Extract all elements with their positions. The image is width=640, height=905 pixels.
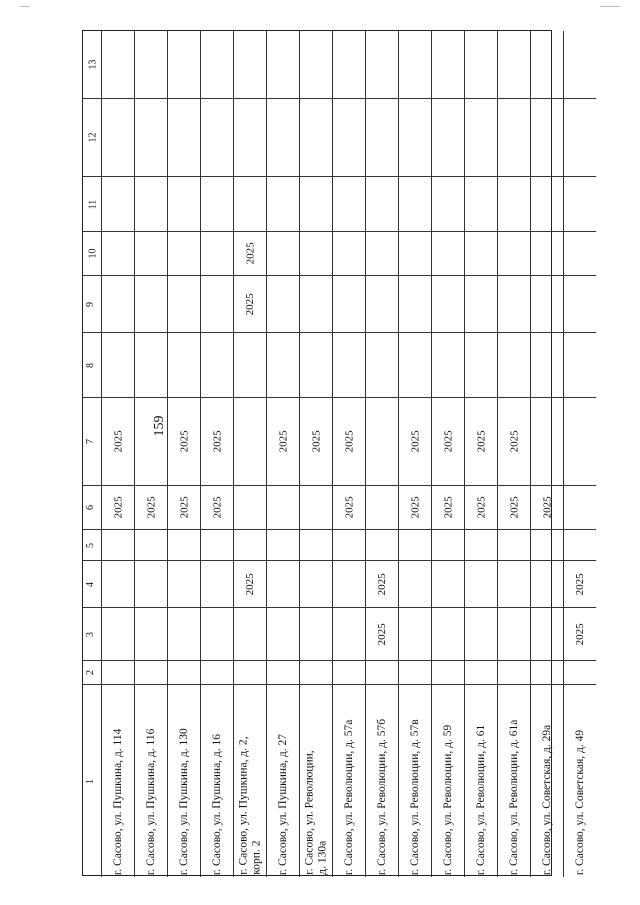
year-cell [398,332,431,397]
year-cell [431,529,464,560]
year-cell [530,560,563,607]
year-cell [398,560,431,607]
year-cell [464,397,497,485]
year-cell [101,31,134,98]
header-cell [83,275,101,332]
year-value: 2025 [211,496,224,519]
year-cell [200,485,233,529]
year-cell [398,485,431,529]
year-cell [530,397,563,485]
year-cell [530,660,563,684]
year-cell [365,332,398,397]
year-cell [200,31,233,98]
year-cell [200,176,233,231]
year-cell [431,31,464,98]
year-cell [431,485,464,529]
year-cell [332,660,365,684]
year-cell [497,560,530,607]
year-cell [233,485,266,529]
year-cell [200,98,233,176]
year-value: 2025 [112,430,125,453]
address-cell [299,684,332,877]
page-number: 159 [152,415,167,437]
header-cell [83,176,101,231]
year-cell [101,275,134,332]
year-cell [167,332,200,397]
year-cell [365,98,398,176]
year-cell [365,176,398,231]
year-cell [332,275,365,332]
year-cell [167,397,200,485]
year-cell [431,660,464,684]
year-value: 2025 [409,430,422,453]
year-cell [464,485,497,529]
year-cell [167,607,200,660]
header-label: 9 [85,301,96,307]
address-cell [266,684,299,877]
address-text: г. Сасово, ул. Революции, д. 57в [408,718,421,875]
year-cell [134,485,167,529]
year-cell [563,607,596,660]
header-cell [83,560,101,607]
year-cell [299,607,332,660]
year-cell [101,397,134,485]
year-value: 2025 [145,496,158,519]
year-cell [431,607,464,660]
year-value: 2025 [409,496,422,519]
year-cell [563,31,596,98]
address-cell [464,684,497,877]
year-cell [464,529,497,560]
header-label: 3 [85,631,96,637]
header-label: 7 [85,439,96,444]
year-cell [464,31,497,98]
year-cell [431,176,464,231]
address-cell [134,684,167,877]
year-cell [398,660,431,684]
address-cell [530,684,563,877]
year-cell [563,529,596,560]
year-value: 2025 [475,496,488,519]
year-cell [299,332,332,397]
year-cell [233,660,266,684]
header-cell [83,31,101,98]
year-cell [464,660,497,684]
year-cell [497,231,530,275]
year-cell [332,560,365,607]
year-cell [332,332,365,397]
year-cell [266,332,299,397]
year-cell [134,275,167,332]
header-cell [83,231,101,275]
header-cell [83,529,101,560]
year-cell [299,529,332,560]
year-cell [530,231,563,275]
address-cell [398,684,431,877]
year-cell [563,275,596,332]
header-label: 12 [87,132,99,143]
year-value: 2025 [244,572,257,595]
year-cell [200,231,233,275]
year-cell [332,31,365,98]
header-label: 1 [85,778,96,784]
year-cell [200,560,233,607]
year-cell [167,231,200,275]
year-value: 2025 [442,430,455,453]
year-cell [332,98,365,176]
year-cell [233,560,266,607]
year-cell [332,176,365,231]
year-cell [299,485,332,529]
year-cell [464,560,497,607]
year-cell [332,231,365,275]
year-cell [464,176,497,231]
header-cell [83,98,101,176]
year-cell [167,485,200,529]
data-table [82,30,587,876]
year-cell [332,529,365,560]
year-cell [134,176,167,231]
year-cell [431,397,464,485]
year-value: 2025 [310,430,323,453]
year-cell [101,560,134,607]
header-label: 4 [85,581,96,587]
address-text: г. Сасово, ул. Пушкина, д. 2, корп. 2 [237,735,263,875]
year-value: 2025 [211,430,224,453]
header-cell [83,485,101,529]
header-cell [83,332,101,397]
year-cell [134,660,167,684]
year-cell [431,98,464,176]
year-cell [563,332,596,397]
year-cell [134,529,167,560]
year-cell [431,231,464,275]
year-cell [398,98,431,176]
year-cell [497,98,530,176]
year-cell [398,275,431,332]
year-cell [134,332,167,397]
year-cell [398,397,431,485]
year-cell [497,485,530,529]
year-cell [167,98,200,176]
year-cell [497,176,530,231]
year-value: 2025 [343,496,356,519]
address-text: г. Сасово, ул. Пушкина, д. 116 [144,728,157,875]
scan-mark [600,6,620,7]
header-label: 2 [85,670,96,675]
year-cell [167,529,200,560]
year-cell [134,98,167,176]
year-cell [563,397,596,485]
year-cell [101,529,134,560]
year-cell [266,529,299,560]
year-cell [101,607,134,660]
header-cell [83,607,101,660]
year-cell [266,231,299,275]
year-cell [233,231,266,275]
address-text: г. Сасово, ул. Пушкина, д. 16 [210,733,223,875]
year-cell [464,607,497,660]
year-cell [398,176,431,231]
year-cell [233,332,266,397]
year-cell [365,275,398,332]
year-cell [497,31,530,98]
year-cell [530,176,563,231]
year-cell [200,607,233,660]
year-cell [299,31,332,98]
header-label: 13 [87,59,99,69]
year-cell [497,529,530,560]
address-cell [497,684,530,877]
year-cell [266,607,299,660]
year-value: 2025 [574,572,587,595]
address-text: г. Сасово, ул. Советская, д. 49 [573,729,586,875]
year-value: 2025 [475,430,488,453]
year-cell [299,231,332,275]
address-cell [167,684,200,877]
year-cell [200,397,233,485]
year-cell [365,397,398,485]
year-cell [101,231,134,275]
address-cell [365,684,398,877]
year-cell [167,560,200,607]
year-cell [101,332,134,397]
year-cell [563,98,596,176]
year-cell [299,176,332,231]
year-cell [266,98,299,176]
year-cell [167,176,200,231]
year-value: 2025 [574,622,587,645]
address-text: г. Сасово, ул. Революции, д. 57а [342,719,355,875]
year-value: 2025 [277,430,290,453]
address-cell [563,684,596,877]
year-value: 2025 [376,622,389,645]
year-value: 2025 [244,242,257,265]
year-cell [365,485,398,529]
address-text: г. Сасово, ул. Пушкина, д. 114 [111,728,124,875]
year-cell [530,98,563,176]
year-value: 2025 [508,496,521,519]
year-cell [563,660,596,684]
year-cell [233,31,266,98]
year-cell [530,607,563,660]
year-cell [200,275,233,332]
year-cell [299,98,332,176]
year-cell [167,275,200,332]
year-value: 2025 [541,496,554,519]
year-cell [431,275,464,332]
year-value: 2025 [508,430,521,453]
year-cell [299,397,332,485]
address-text: г. Сасово, ул. Пушкина, д. 27 [276,733,289,875]
address-text: г. Сасово, ул. Советская, д. 29а [540,724,553,875]
year-cell [563,176,596,231]
year-cell [365,660,398,684]
year-cell [266,275,299,332]
year-cell [530,332,563,397]
year-cell [266,31,299,98]
year-cell [431,332,464,397]
address-cell [431,684,464,877]
address-text: г. Сасово, ул. Революции, д. 59 [441,724,454,875]
year-cell [497,332,530,397]
year-cell [266,397,299,485]
year-cell [200,660,233,684]
year-cell [563,231,596,275]
year-cell [233,397,266,485]
header-label: 6 [85,505,96,510]
year-cell [233,275,266,332]
year-cell [464,332,497,397]
header-label: 8 [85,362,96,368]
year-cell [134,31,167,98]
year-cell [497,397,530,485]
address-cell [200,684,233,877]
year-cell [332,485,365,529]
header-label: 5 [85,542,96,548]
year-cell [134,560,167,607]
year-cell [398,31,431,98]
year-cell [101,485,134,529]
year-cell [464,98,497,176]
year-value: 2025 [178,496,191,519]
year-cell [365,607,398,660]
year-cell [167,31,200,98]
year-cell [101,176,134,231]
year-cell [101,660,134,684]
address-cell [101,684,134,877]
year-cell [299,660,332,684]
year-cell [464,275,497,332]
year-cell [398,529,431,560]
year-value: 2025 [442,496,455,519]
year-cell [134,607,167,660]
year-cell [365,231,398,275]
address-cell [332,684,365,877]
year-cell [563,485,596,529]
year-cell [167,660,200,684]
year-cell [563,560,596,607]
header-cell [83,660,101,684]
year-cell [497,607,530,660]
year-cell [233,176,266,231]
year-cell [365,560,398,607]
year-value: 2025 [244,292,257,315]
year-cell [266,560,299,607]
year-cell [101,98,134,176]
header-cell [83,684,101,877]
year-cell [299,275,332,332]
year-cell [266,176,299,231]
year-cell [134,397,167,485]
year-cell [233,98,266,176]
year-cell [530,275,563,332]
year-cell [266,660,299,684]
year-cell [332,397,365,485]
year-cell [233,529,266,560]
year-cell [134,231,167,275]
address-text: г. Сасово, ул. Революции, д. 57б [375,718,388,875]
header-cell [83,397,101,485]
address-text: г. Сасово, ул. Революции, д. 61 [474,724,487,875]
year-cell [332,607,365,660]
year-value: 2025 [178,430,191,453]
year-cell [266,485,299,529]
year-cell [299,560,332,607]
year-cell [398,607,431,660]
year-value: 2025 [343,430,356,453]
year-cell [365,31,398,98]
year-cell [464,231,497,275]
address-text: г. Сасово, ул. Революции, д. 130а [303,749,329,875]
address-cell [233,684,266,877]
year-value: 2025 [112,496,125,519]
year-cell [530,31,563,98]
year-cell [530,485,563,529]
year-cell [200,529,233,560]
year-cell [431,560,464,607]
year-cell [398,231,431,275]
header-label: 11 [87,199,99,209]
header-label: 10 [87,248,99,259]
address-text: г. Сасово, ул. Революции, д. 61а [507,719,520,875]
year-value: 2025 [376,572,389,595]
year-cell [497,275,530,332]
year-cell [233,607,266,660]
year-cell [200,332,233,397]
year-cell [365,529,398,560]
scan-mark [20,6,30,7]
year-cell [530,529,563,560]
address-text: г. Сасово, ул. Пушкина, д. 130 [177,727,190,875]
year-cell [497,660,530,684]
